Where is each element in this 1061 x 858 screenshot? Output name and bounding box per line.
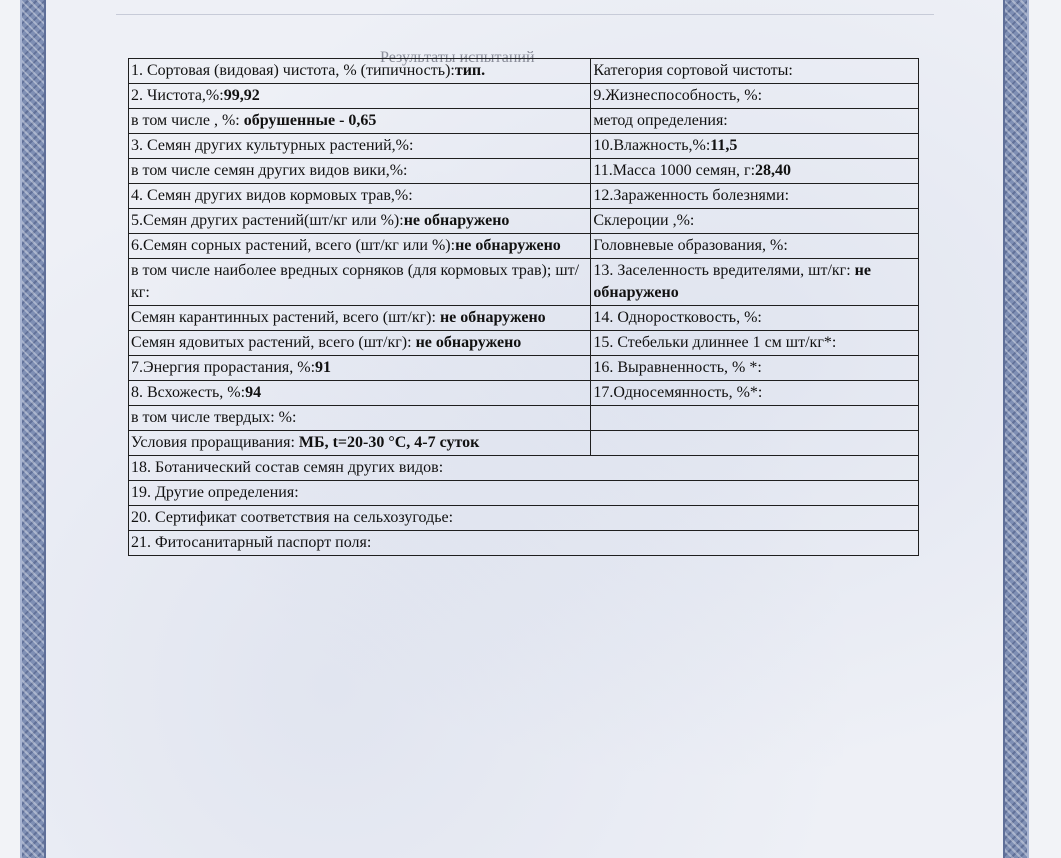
table-cell: Категория сортовой чистоты:	[591, 59, 919, 84]
table-row	[129, 306, 919, 331]
table-row	[129, 84, 919, 109]
table-cell: 5.Семян других растений(шт/кг или %):не обнаружено	[129, 209, 591, 234]
table-cell: 3. Семян других культурных растений,%:	[129, 134, 591, 159]
table-cell: 11.Масса 1000 семян, г:28,40	[591, 159, 919, 184]
table-cell: 8. Всхожесть, %:94	[129, 381, 591, 406]
table-row-full	[129, 456, 919, 481]
table-cell: 10.Влажность,%:11,5	[591, 134, 919, 159]
table-cell: Семян ядовитых растений, всего (шт/кг): не обнаружено	[129, 331, 591, 356]
table-cell: 16. Выравненность, % *:	[591, 356, 919, 381]
table-cell	[591, 431, 919, 456]
table-row	[129, 209, 919, 234]
table-cell: Головневые образования, %:	[591, 234, 919, 259]
table-cell: 19. Другие определения:	[129, 481, 919, 506]
test-results-table	[128, 58, 919, 556]
table-cell	[591, 406, 919, 431]
table-row	[129, 331, 919, 356]
table-row	[129, 234, 919, 259]
table-cell: в том числе твердых: %:	[129, 406, 591, 431]
table-row	[129, 431, 919, 456]
table-row	[129, 59, 919, 84]
decorative-border-right	[1003, 0, 1029, 858]
table-row-full	[129, 531, 919, 556]
table-row	[129, 259, 919, 306]
table-cell: Семян карантинных растений, всего (шт/кг): не обнаружено	[129, 306, 591, 331]
table-cell: 21. Фитосанитарный паспорт поля:	[129, 531, 919, 556]
table-cell: 14. Одноростковость, %:	[591, 306, 919, 331]
table-cell: 18. Ботанический состав семян других видов:	[129, 456, 919, 481]
table-cell: метод определения:	[591, 109, 919, 134]
table-cell: 12.Зараженность болезнями:	[591, 184, 919, 209]
table-row-full	[129, 506, 919, 531]
table-cell: Склероции ,%:	[591, 209, 919, 234]
table-row	[129, 134, 919, 159]
table-row	[129, 184, 919, 209]
table-cell: в том числе наиболее вредных сорняков (для кормовых трав); шт/кг:	[129, 259, 591, 306]
table-cell: 13. Заселенность вредителями, шт/кг: не обнаружено	[591, 259, 919, 306]
table-row	[129, 159, 919, 184]
table-row	[129, 356, 919, 381]
table-cell: 15. Стебельки длиннее 1 см шт/кг*:	[591, 331, 919, 356]
table-cell: 17.Односемянность, %*:	[591, 381, 919, 406]
section-title: Результаты испытаний	[380, 49, 535, 66]
table-cell: 2. Чистота,%:99,92	[129, 84, 591, 109]
table-cell: в том числе , %: обрушенные - 0,65	[129, 109, 591, 134]
table-row	[129, 406, 919, 431]
table-cell: 6.Семян сорных растений, всего (шт/кг или %):не обнаружено	[129, 234, 591, 259]
table-row	[129, 109, 919, 134]
decorative-border-left	[20, 0, 46, 858]
table-cell: 7.Энергия прорастания, %:91	[129, 356, 591, 381]
table-cell: в том числе семян других видов вики,%:	[129, 159, 591, 184]
table-row-full	[129, 481, 919, 506]
table-cell: 4. Семян других видов кормовых трав,%:	[129, 184, 591, 209]
page-edge-left	[0, 0, 20, 858]
table-row	[129, 381, 919, 406]
table-cell: 20. Сертификат соответствия на сельхозугодье:	[129, 506, 919, 531]
top-divider-line	[116, 14, 934, 15]
page-edge-right	[1029, 0, 1061, 858]
table-cell: 9.Жизнеспособность, %:	[591, 84, 919, 109]
table-cell: Условия проращивания: МБ, t=20-30 °С, 4-7 суток	[129, 431, 591, 456]
table-cell: 1. Сортовая (видовая) чистота, % (типичность):тип.	[129, 59, 591, 84]
